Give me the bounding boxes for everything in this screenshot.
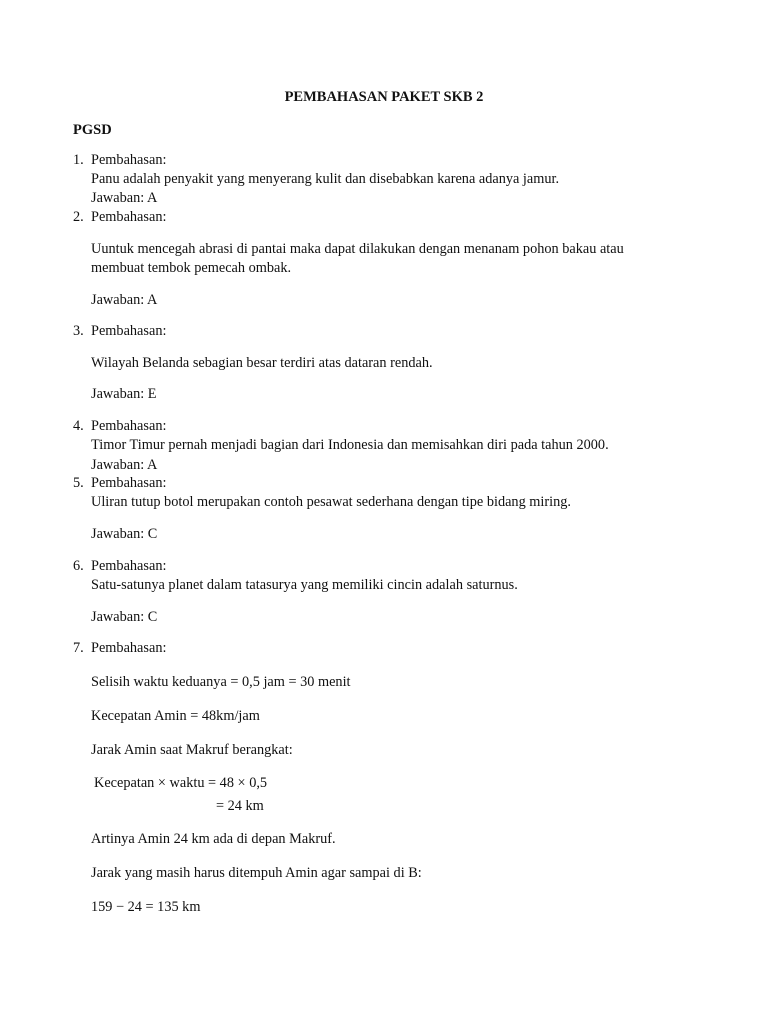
item-text: Kecepatan Amin = 48km/jam [91,708,260,724]
item-text: Selisih waktu keduanya = 0,5 jam = 30 menit [91,674,351,690]
item-number: 5. [73,475,84,491]
section-heading: PGSD [73,122,112,138]
item-heading: Pembahasan: [91,323,167,339]
item-number: 1. [73,152,84,168]
item-number: 2. [73,209,84,225]
item-answer: Jawaban: E [91,386,157,402]
item-text: Timor Timur pernah menjadi bagian dari Indonesia dan memisahkan diri pada tahun 2000. [91,437,609,453]
item-text: Uliran tutup botol merupakan contoh pesawat sederhana dengan tipe bidang miring. [91,494,571,510]
item-heading: Pembahasan: [91,640,167,656]
item-text: Jarak yang masih harus ditempuh Amin agar sampai di B: [91,865,422,881]
item-number: 3. [73,323,84,339]
equation-line: Kecepatan × waktu = 48 × 0,5 [94,775,268,791]
item-heading: Pembahasan: [91,209,167,225]
item-text: Satu-satunya planet dalam tatasurya yang memiliki cincin adalah saturnus. [91,577,518,593]
item-number: 7. [73,640,84,656]
item-text: Jarak Amin saat Makruf berangkat: [91,742,293,758]
item-text: Uuntuk mencegah abrasi di pantai maka dapat dilakukan dengan menanam pohon bakau atau [91,241,624,257]
item-text: Panu adalah penyakit yang menyerang kulit dan disebabkan karena adanya jamur. [91,171,560,187]
item-heading: Pembahasan: [91,418,167,434]
item-heading: Pembahasan: [91,152,167,168]
item-heading: Pembahasan: [91,475,167,491]
item-answer: Jawaban: A [91,457,158,473]
item-text: Wilayah Belanda sebagian besar terdiri atas dataran rendah. [91,355,433,371]
item-answer: Jawaban: A [91,190,158,206]
item-text: membuat tembok pemecah ombak. [91,260,292,276]
equation-line: 159 − 24 = 135 km [91,899,201,915]
item-heading: Pembahasan: [91,558,167,574]
equation-result: = 24 km [216,798,264,814]
item-text: Artinya Amin 24 km ada di depan Makruf. [91,831,336,847]
item-number: 6. [73,558,84,574]
document-title: PEMBAHASAN PAKET SKB 2 [284,89,484,105]
item-answer: Jawaban: C [91,609,158,625]
item-number: 4. [73,418,84,434]
item-answer: Jawaban: A [91,292,158,308]
item-answer: Jawaban: C [91,526,158,542]
